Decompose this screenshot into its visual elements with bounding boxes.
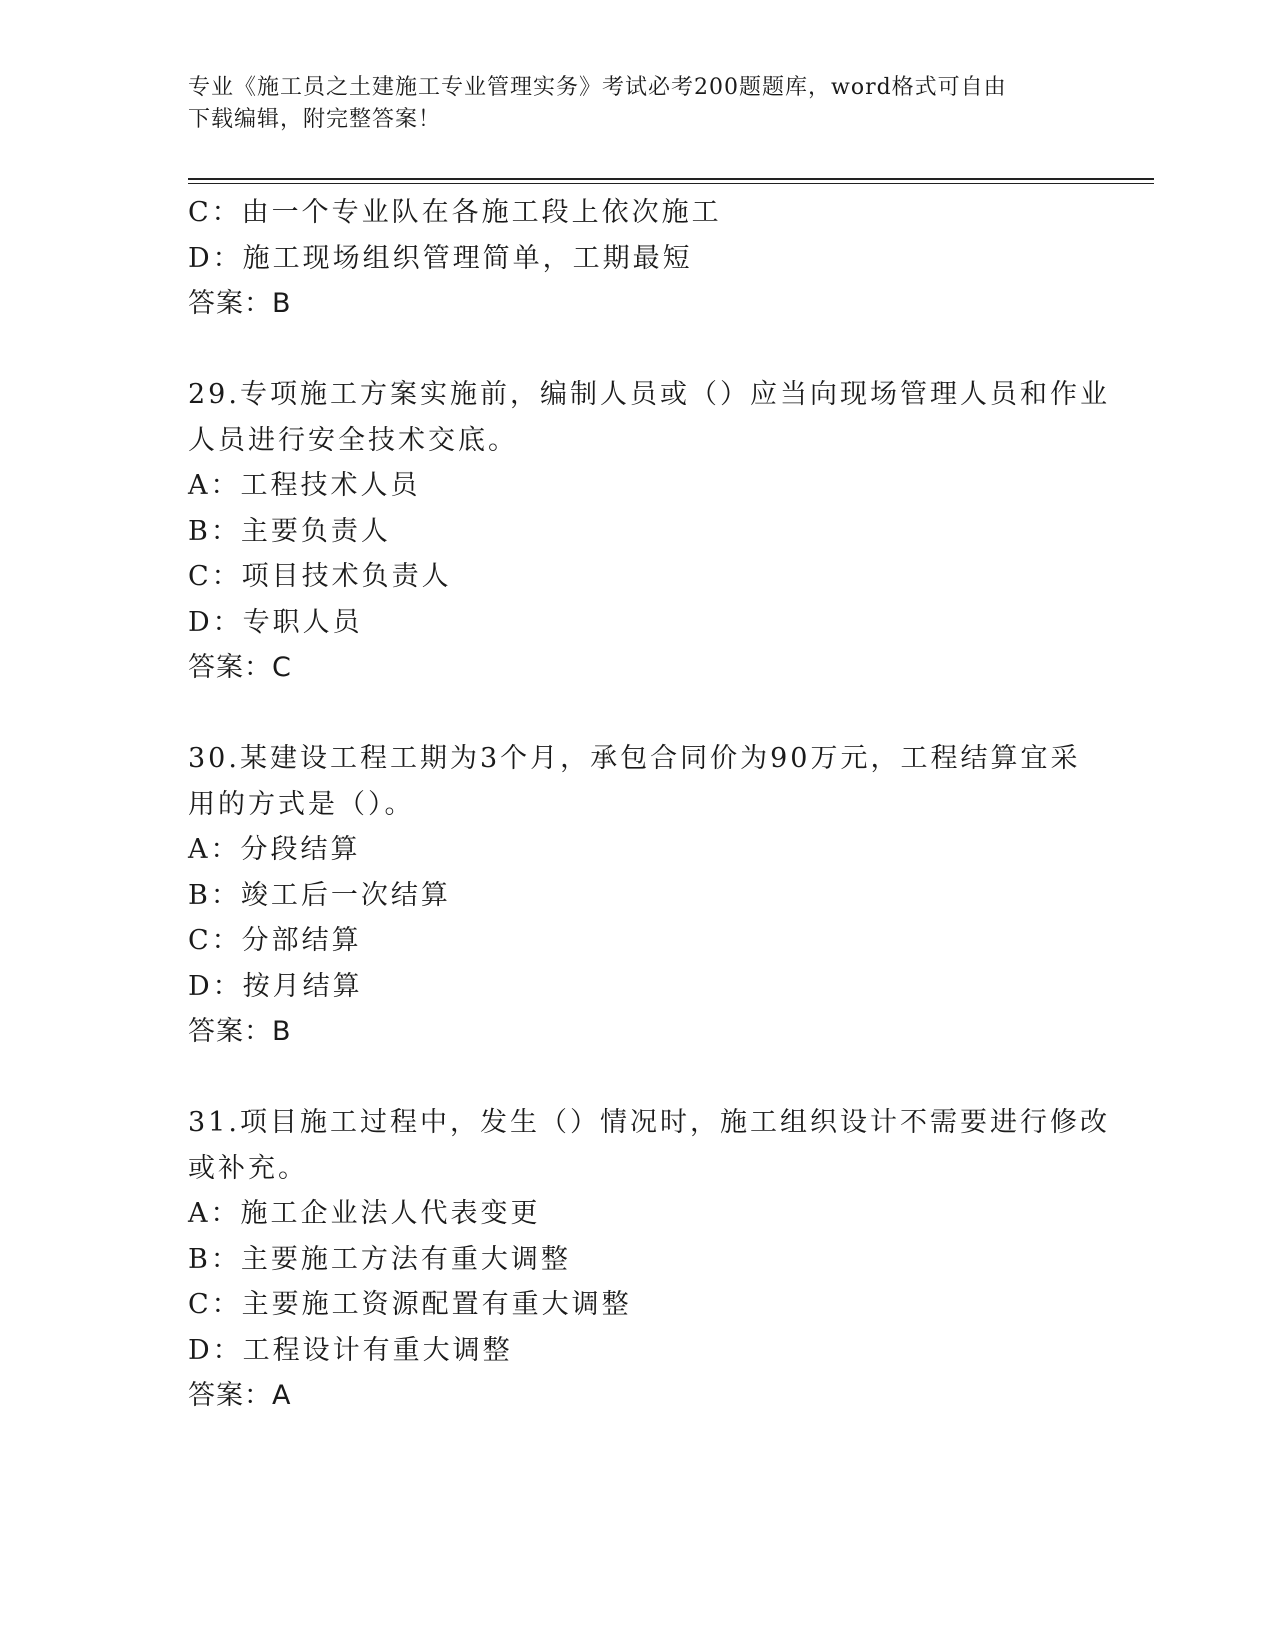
answer-line: 答案：B	[188, 1016, 292, 1047]
option-a: A：施工企业法人代表变更	[188, 1198, 541, 1229]
header-line-1: 专业《施工员之土建施工专业管理实务》考试必考200题题库，word格式可自由	[188, 75, 1007, 100]
question-stem: 30.某建设工程工期为3个月，承包合同价为90万元，工程结算宜采	[188, 743, 1081, 774]
question-stem: 31.项目施工过程中，发生（）情况时，施工组织设计不需要进行修改	[188, 1107, 1110, 1138]
option-c: C：分部结算	[188, 925, 362, 956]
answer-line: 答案：B	[188, 288, 292, 319]
answer-line: 答案：A	[188, 1380, 292, 1411]
question-stem: 或补充。	[188, 1152, 308, 1184]
question-stem: 29.专项施工方案实施前，编制人员或（）应当向现场管理人员和作业	[188, 379, 1110, 410]
question-stem: 用的方式是（）。	[188, 788, 415, 820]
option-d: D：施工现场组织管理简单，工期最短	[188, 242, 693, 274]
option-d: D：按月结算	[188, 970, 363, 1002]
question-29	[188, 372, 1110, 691]
question-30	[188, 736, 1088, 1055]
header-rule-thin	[188, 183, 1154, 184]
header-rule-thick	[188, 178, 1154, 180]
question-31	[188, 1100, 1110, 1419]
option-b: B：竣工后一次结算	[188, 879, 451, 911]
option-b: B：主要负责人	[188, 515, 391, 547]
option-a: A：分段结算	[188, 834, 361, 865]
question-stem: 人员进行安全技术交底。	[188, 424, 518, 456]
question-list	[188, 190, 1110, 1419]
option-c: C：项目技术负责人	[188, 561, 452, 592]
option-d: D：专职人员	[188, 606, 363, 638]
option-b: B：主要施工方法有重大调整	[188, 1243, 571, 1275]
answer-line: 答案：C	[188, 652, 292, 683]
option-c: C：由一个专业队在各施工段上依次施工	[188, 197, 722, 228]
option-d: D：工程设计有重大调整	[188, 1334, 513, 1366]
option-c: C：主要施工资源配置有重大调整	[188, 1289, 632, 1320]
option-a: A：工程技术人员	[188, 470, 421, 501]
header-line-2: 下载编辑，附完整答案！	[188, 107, 442, 132]
document-header	[188, 72, 1068, 136]
